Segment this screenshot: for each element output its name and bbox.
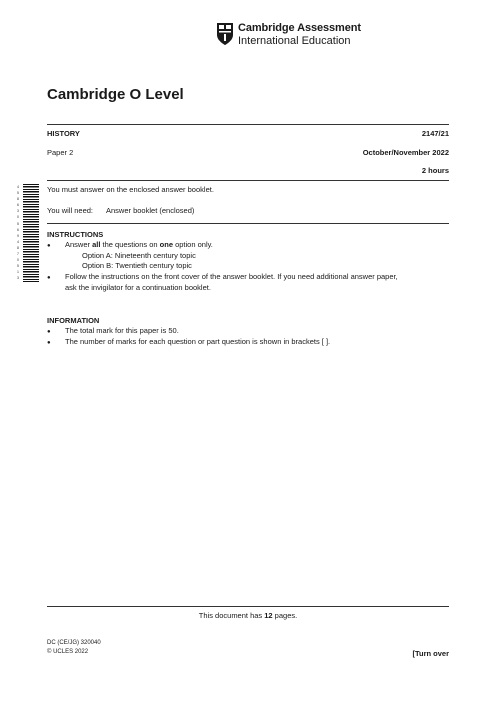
barcode-digit: 1 [17,270,19,275]
divider [47,606,449,607]
barcode-digit: 8 [17,245,19,250]
barcode-lines [23,184,39,282]
page-count: This document has 12 pages. [198,611,298,620]
bullet: ● [47,275,51,281]
shield-icon [216,22,234,46]
qualification-title: Cambridge O Level [47,86,184,103]
answer-instruction: You must answer on the enclosed answer booklet. [47,185,214,194]
information-item-1: The total mark for this paper is 50. [65,326,179,335]
bullet: ● [47,329,51,335]
instruction-item-2-line1: Follow the instructions on the front cover of the answer booklet. If you need additional answer paper, [65,272,398,281]
barcode-digit: 5 [17,191,19,196]
barcode-digit: 4 [17,185,19,189]
barcode-digit: 3 [17,276,19,281]
paper-number: Paper 2 [47,148,74,157]
barcode-digit: 8 [17,197,19,202]
logo-line2: International Education [238,35,351,47]
divider [47,180,449,181]
information-heading: INFORMATION [47,316,100,325]
instruction-item-2-line2: ask the invigilator for a continuation booklet. [65,283,211,292]
turn-over: [Turn over [412,649,449,658]
bullet: ● [47,340,51,346]
syllabus-code: 2147/21 [421,129,449,138]
you-will-need-value: Answer booklet (enclosed) [106,206,195,215]
copyright: © UCLES 2022 [47,649,89,655]
barcode-digit: 0 [17,215,19,220]
bullet: ● [47,243,51,249]
barcode-digit: 5 [17,264,19,269]
barcode-digit: 7 [17,252,19,257]
exam-duration: 2 hours [421,166,449,175]
you-will-need-label: You will need: [47,206,94,215]
barcode-digit: 0 [17,258,19,263]
divider [47,223,449,224]
barcode-digit: 5 [17,221,19,226]
exam-session: October/November 2022 [362,148,449,157]
information-item-2: The number of marks for each question or part question is shown in brackets [ ]. [65,337,331,346]
barcode [17,184,39,282]
instruction-item-1: Answer all the questions on one option only. [65,240,213,249]
subject: HISTORY [47,129,80,138]
divider [47,124,449,125]
cambridge-logo [216,22,376,50]
logo-line1: Cambridge Assessment [238,22,361,34]
barcode-digit: 3 [17,209,19,214]
option-a: Option A: Nineteenth century topic [82,251,196,260]
barcode-digit: 4 [17,239,19,244]
barcode-digit: 6 [17,227,19,232]
barcode-digit: 6 [17,203,19,208]
barcode-digits [17,184,22,282]
option-b: Option B: Twentieth century topic [82,261,192,270]
instructions-heading: INSTRUCTIONS [47,230,104,239]
document-reference: DC (CE/JG) 320040 [47,640,101,646]
barcode-digit: 9 [17,233,19,238]
